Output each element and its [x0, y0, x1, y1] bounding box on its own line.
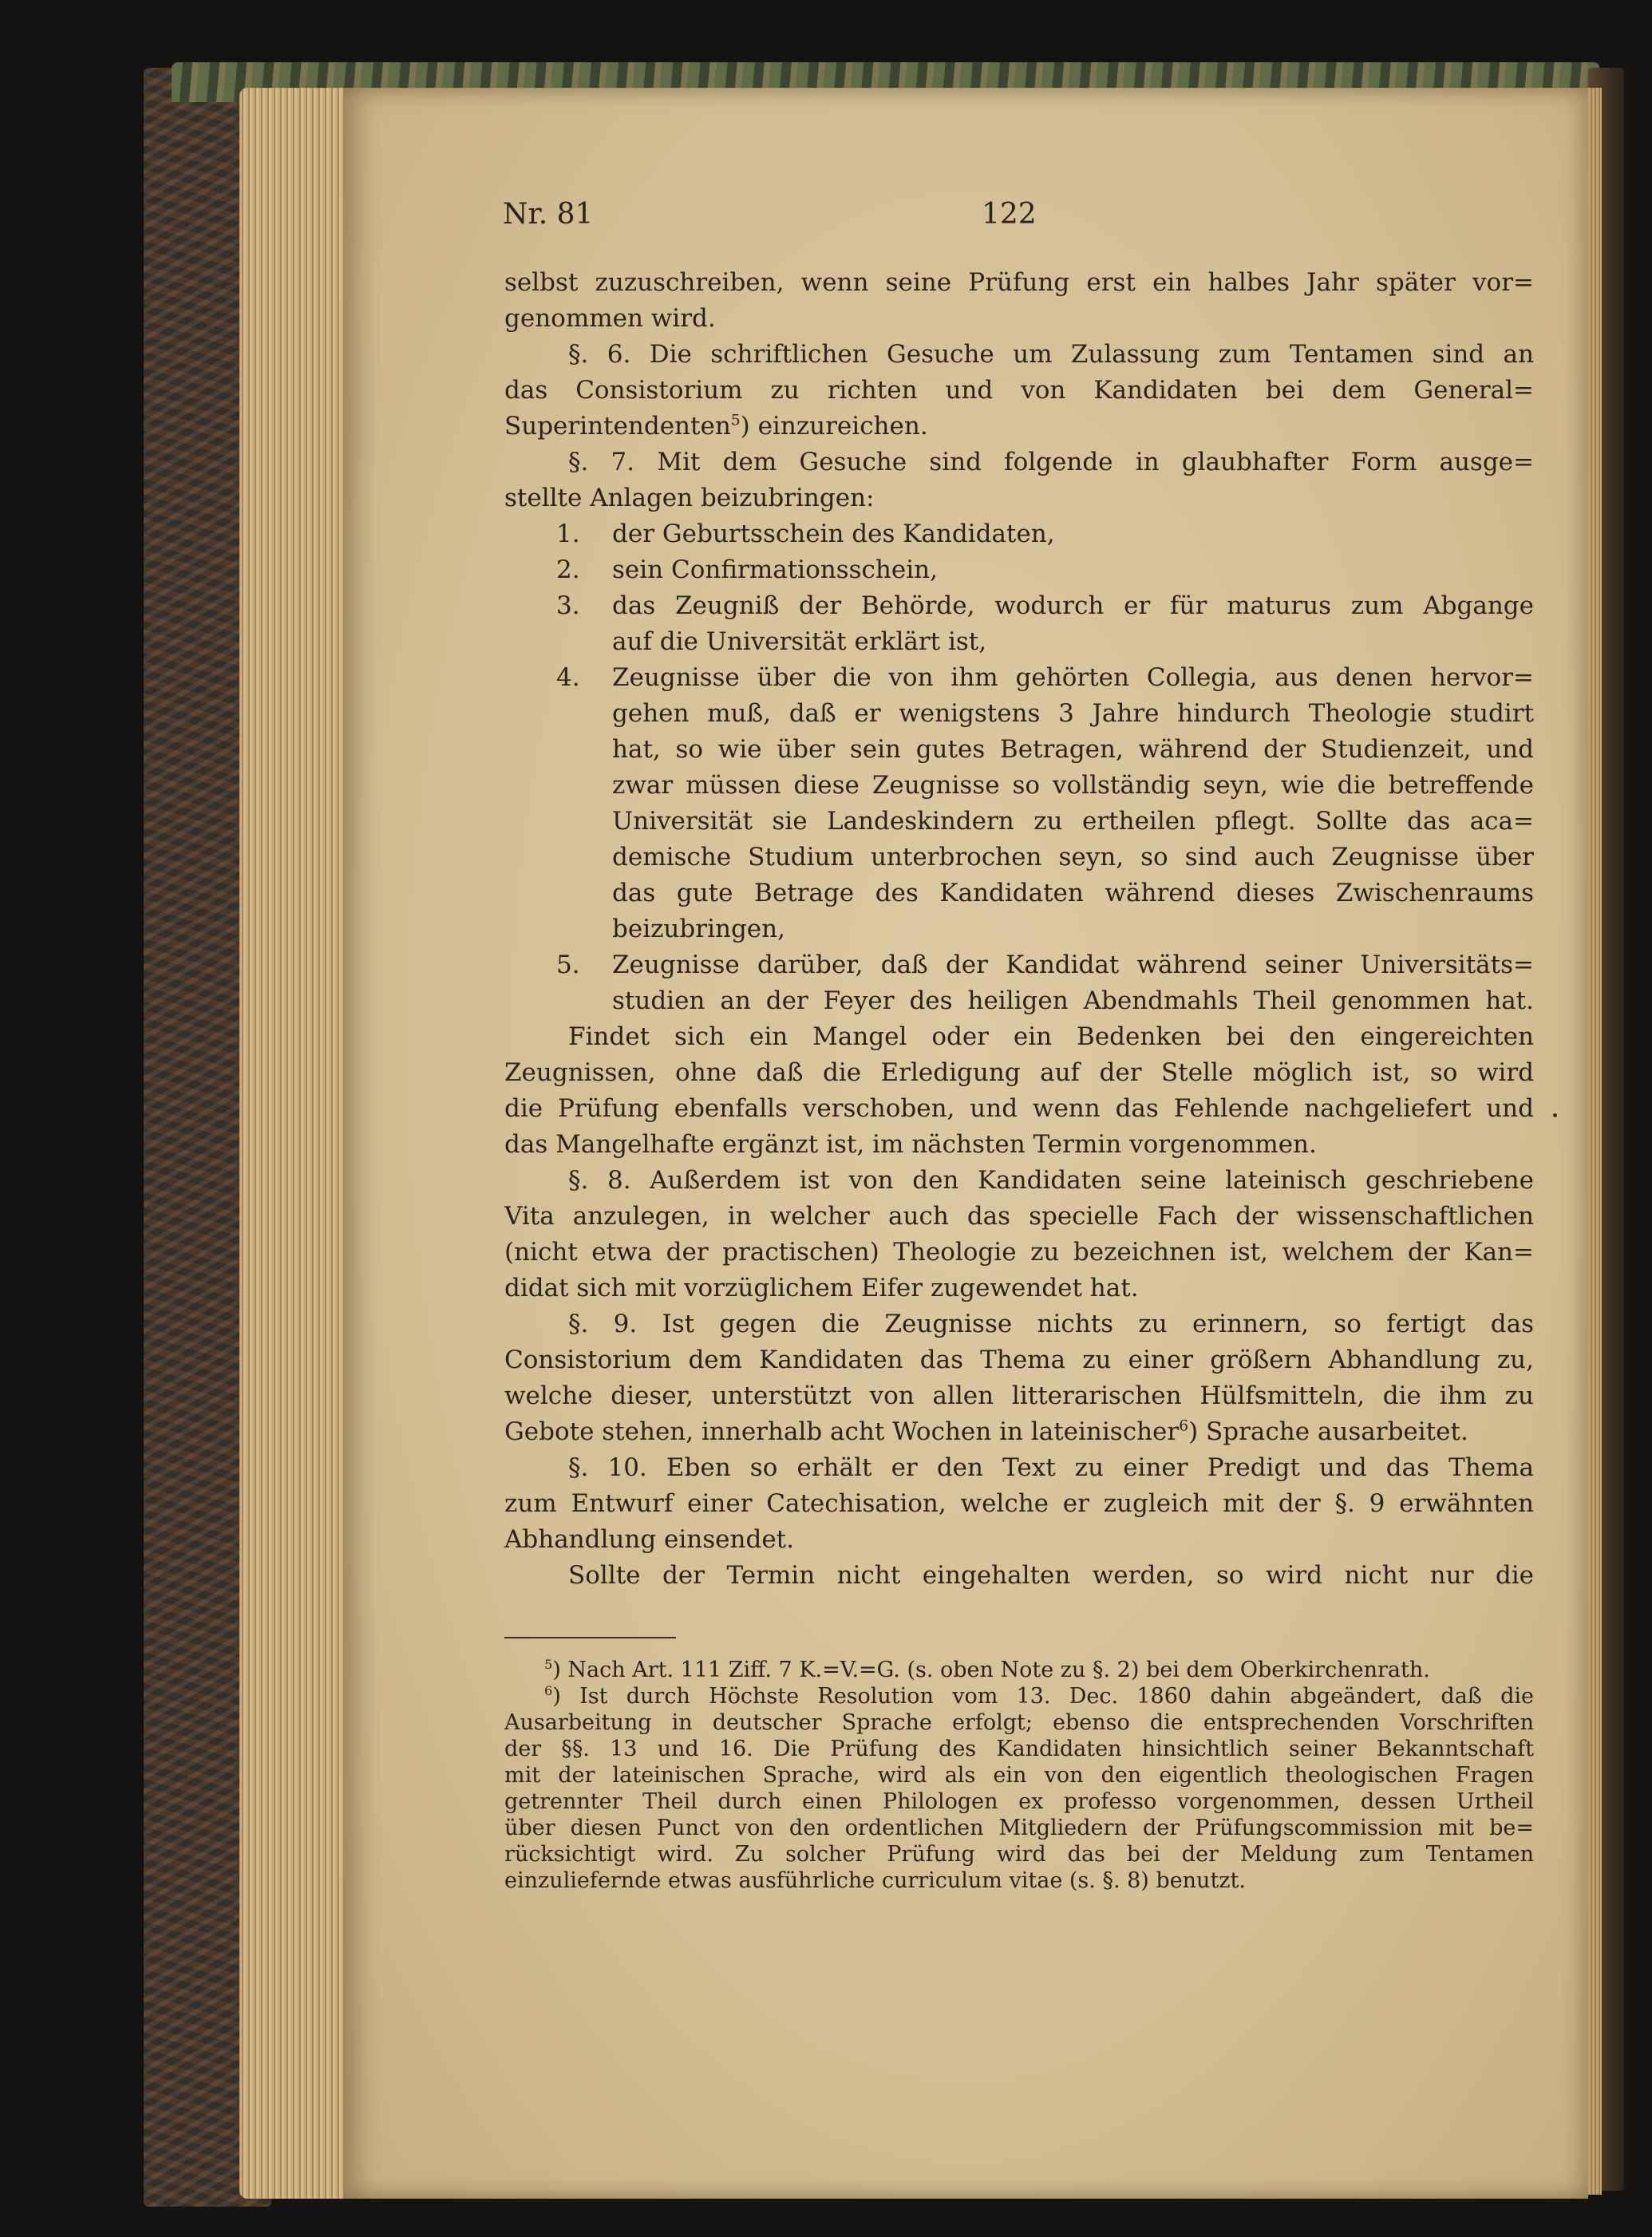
paragraph-8: §. 8. Außerdem ist von den Kandidaten seine lateinisch geschriebene: [568, 1166, 1534, 1195]
text-line: selbst zuzuschreiben, wenn seine Prüfung erst ein halbes Jahr später vor=: [504, 268, 1534, 297]
footnote-6: $^6$ ) Ist durch Höchste Resolution vom 13. Dec. 1860 dahin abgeändert, daß die: [544, 1683, 1534, 1709]
text-line: Vita anzulegen, in welcher auch das specielle Fach der wissenschaftlichen: [504, 1202, 1534, 1231]
text-line: hat, so wie über sein gutes Betragen, während der Studienzeit, und: [612, 735, 1534, 764]
text-line: demische Studium unterbrochen seyn, so sind auch Zeugnisse über: [612, 843, 1534, 871]
text-line: Gebote stehen, innerhalb acht Wochen in lateinischer$^6$) Sprache ausarbeitet.: [504, 1417, 1468, 1446]
footnote-separator: [504, 1637, 676, 1638]
paragraph-9: §. 9. Ist gegen die Zeugnisse nichts zu erinnern, so fertigt das: [568, 1310, 1534, 1338]
paragraph-7: §. 7. Mit dem Gesuche sind folgende in glaubhafter Form ausge=: [568, 448, 1534, 476]
margin-mark: [1553, 1113, 1557, 1117]
paragraph-6: §. 6. Die schriftlichen Gesuche um Zulassung zum Tentamen sind an: [568, 340, 1534, 369]
text-line: Universität sie Landeskindern zu ertheilen pflegt. Sollte das aca=: [612, 807, 1534, 836]
text-line: Superintendenten$^5$) einzureichen.: [504, 412, 928, 441]
footnote-line: rücksichtigt wird. Zu solcher Prüfung wird das bei der Meldung zum Tentamen: [504, 1842, 1534, 1867]
text-line: das Mangelhafte ergänzt ist, im nächsten Termin vorgenommen.: [504, 1130, 1317, 1159]
footnote-line: mit der lateinischen Sprache, wird als ein von den eigentlich theologischen Fragen: [504, 1763, 1534, 1788]
text-line: Sollte der Termin nicht eingehalten werden, so wird nicht nur die: [568, 1561, 1534, 1590]
text-line: Findet sich ein Mangel oder ein Bedenken bei den eingereichten: [568, 1022, 1534, 1051]
text-line: das Consistorium zu richten und von Kandidaten bei dem General=: [504, 376, 1534, 405]
text-line: zwar müssen diese Zeugnisse so vollständig seyn, wie die betreffende: [612, 771, 1534, 800]
text-line: Consistorium dem Kandidaten das Thema zu einer größern Abhandlung zu,: [504, 1346, 1534, 1374]
footnote-line: Ausarbeitung in deutscher Sprache erfolgt; ebenso die entsprechenden Vorschriften: [504, 1710, 1534, 1735]
page-header: [503, 198, 1532, 246]
footnote-5: $^5$) Nach Art. 111 Ziff. 7 K.=V.=G. (s. oben Note zu §. 2) bei dem Oberkirchenrath.: [544, 1657, 1430, 1682]
text-line: (nicht etwa der practischen) Theologie zu bezeichnen ist, welchem der Kan=: [504, 1238, 1534, 1267]
text-line: gehen muß, daß er wenigstens 3 Jahre hindurch Theologie studirt: [612, 699, 1534, 728]
list-item-1: 1. der Geburtsschein des Kandidaten,: [556, 520, 1055, 548]
text-line: das gute Betrage des Kandidaten während dieses Zwischenraums: [612, 879, 1534, 907]
text-line: zum Entwurf einer Catechisation, welche er zugleich mit der §. 9 erwähnten: [504, 1489, 1534, 1518]
list-item-4: 4. Zeugnisse über die von ihm gehörten Collegia, aus denen hervor=: [556, 663, 1534, 692]
page-number: 122: [982, 198, 1037, 231]
footnote-line: getrennter Theil durch einen Philologen ex professo vorgenommen, dessen Urtheil: [504, 1789, 1534, 1814]
footnote-line: über diesen Punct von den ordentlichen Mitgliedern der Prüfungscommission mit be=: [504, 1816, 1534, 1840]
list-item-5: 5. Zeugnisse darüber, daß der Kandidat während seiner Universitäts=: [556, 951, 1534, 979]
footnote-ref-5: 5: [730, 412, 741, 429]
body-text: [504, 265, 1534, 1594]
text-line: studien an der Feyer des heiligen Abendmahls Theil genommen hat.: [612, 986, 1534, 1015]
list-item-3: 3. das Zeugniß der Behörde, wodurch er für maturus zum Abgange: [556, 591, 1534, 620]
text-line: Abhandlung einsendet.: [504, 1525, 794, 1554]
text-line: beizubringen,: [612, 915, 785, 943]
page-edges-left: [239, 88, 351, 2199]
text-line: genommen wird.: [504, 304, 716, 333]
footnote-line: der §§. 13 und 16. Die Prüfung des Kandidaten hinsichtlich seiner Bekanntschaft: [504, 1737, 1534, 1761]
text-line: welche dieser, unterstützt von allen litterarischen Hülfsmitteln, die ihm zu: [504, 1381, 1534, 1410]
text-line: stellte Anlagen beizubringen:: [504, 484, 875, 512]
text-line: didat sich mit vorzüglichem Eifer zugewendet hat.: [504, 1274, 1139, 1302]
footnote-ref-6: 6: [1179, 1417, 1189, 1435]
paragraph-10: §. 10. Eben so erhält er den Text zu einer Predigt und das Thema: [568, 1453, 1534, 1482]
footnote-line: einzuliefernde etwas ausführliche curriculum vitae (s. §. 8) benutzt.: [504, 1868, 1246, 1893]
list-item-2: 2. sein Confirmationsschein,: [556, 555, 938, 584]
document-number: Nr. 81: [503, 198, 594, 231]
text-line: die Prüfung ebenfalls verschoben, und wenn das Fehlende nachgeliefert und: [504, 1094, 1534, 1123]
text-line: Zeugnissen, ohne daß die Erledigung auf der Stelle möglich ist, so wird: [504, 1058, 1534, 1087]
text-line: auf die Universität erklärt ist,: [612, 627, 987, 656]
footnotes: [504, 1657, 1534, 1894]
